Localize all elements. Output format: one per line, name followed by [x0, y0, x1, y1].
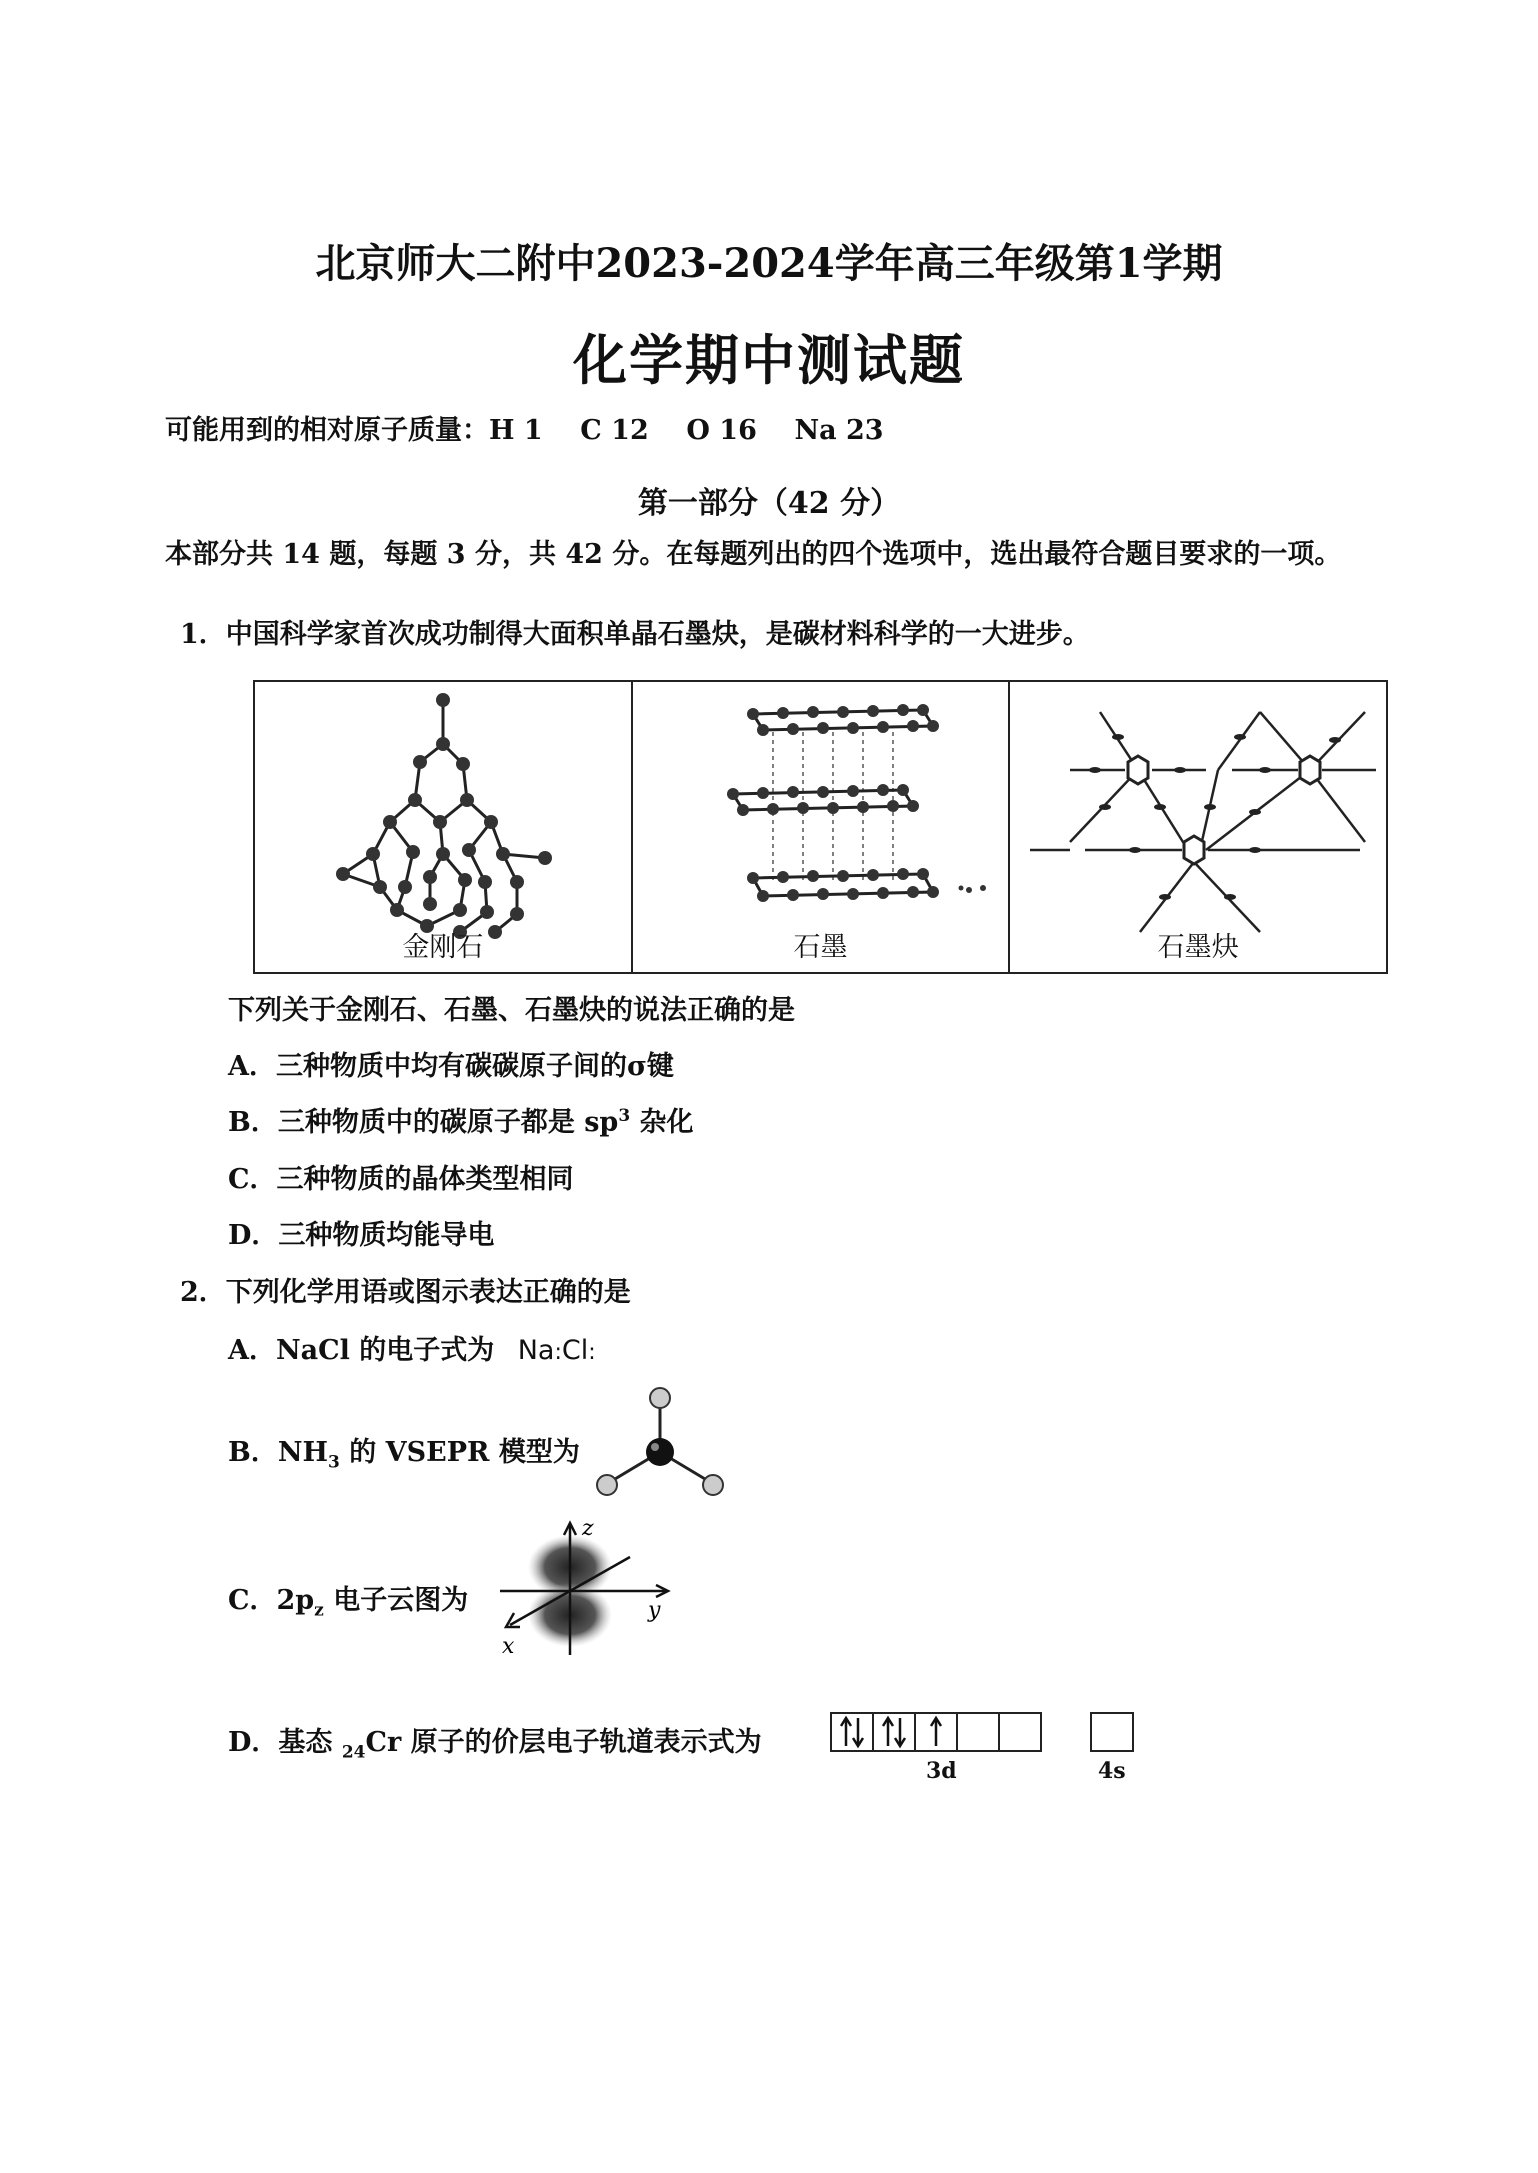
q2-option-c[interactable] — [228, 1578, 468, 1620]
option-text: 三种物质的晶体类型相同 — [276, 1164, 574, 1195]
formula-na: Na — [517, 1335, 555, 1366]
option-letter: C． — [228, 1585, 277, 1616]
question-stem: 下列化学用语或图示表达正确的是 — [225, 1277, 631, 1308]
question-1-prompt: 下列关于金刚石、石墨、石墨炔的说法正确的是 — [228, 995, 795, 1026]
option-letter: B． — [228, 1437, 278, 1468]
axis-label-x: x — [502, 1634, 515, 1659]
option-pre: NH — [277, 1437, 329, 1468]
option-text: 三种物质中的碳原子都是 sp — [277, 1107, 619, 1138]
axis-label-z: z — [582, 1516, 594, 1541]
option-subscript: z — [314, 1600, 324, 1621]
q1-option-a[interactable] — [228, 1044, 674, 1083]
orbital-box-3d-4 — [956, 1712, 1000, 1752]
electron-formula: Na:Cl: — [517, 1335, 596, 1366]
formula-cl: Cl — [561, 1335, 589, 1366]
caption-graphdiyne: 石墨炔 — [1157, 932, 1239, 963]
option-letter: C． — [228, 1164, 277, 1195]
q2-option-a[interactable] — [228, 1328, 596, 1367]
option-letter: D． — [228, 1220, 279, 1251]
part-heading: 第一部分（42 分） — [637, 486, 901, 521]
school-title: 北京师大二附中2023-2024学年高三年级第1学期 — [315, 240, 1223, 287]
atomic-masses: 可能用到的相对原子质量：H 1 C 12 O 16 Na 23 — [165, 415, 884, 446]
part-instructions: 本部分共 14 题，每题 3 分，共 42 分。在每题列出的四个选项中，选出最符合题目要求的一项。 — [165, 539, 1342, 570]
q1-option-d[interactable] — [228, 1213, 494, 1252]
label-4s: 4s — [1098, 1758, 1126, 1784]
orbital-box-3d-2 — [872, 1712, 916, 1752]
option-letter: D． — [228, 1727, 279, 1758]
caption-diamond: 金刚石 — [402, 932, 484, 963]
option-letter: B． — [228, 1107, 278, 1138]
electron-cloud-2pz-icon — [480, 1515, 680, 1665]
axis-label-y: y — [648, 1598, 661, 1623]
label-3d: 3d — [926, 1758, 957, 1784]
option-superscript: 3 — [618, 1106, 631, 1126]
question-1 — [180, 612, 1090, 651]
question-2 — [180, 1270, 631, 1309]
orbital-box-4s — [1090, 1712, 1134, 1752]
option-text: 三种物质均能导电 — [278, 1220, 495, 1251]
figure-diamond — [255, 682, 633, 972]
option-post: 的 VSEPR 模型为 — [339, 1437, 580, 1468]
option-subscript: 3 — [328, 1452, 340, 1473]
option-post: Cr 原子的价层电子轨道表示式为 — [365, 1727, 762, 1758]
option-text: NaCl 的电子式为 — [275, 1335, 495, 1366]
question-number: 1． — [180, 619, 226, 650]
option-post: 电子云图为 — [323, 1585, 469, 1616]
option-pre: 2p — [276, 1585, 315, 1616]
orbital-box-3d-3 — [914, 1712, 958, 1752]
figure-graphite — [633, 682, 1011, 972]
option-text-tail: 杂化 — [630, 1107, 694, 1138]
q2-option-b[interactable] — [228, 1430, 580, 1472]
option-letter: A． — [228, 1335, 276, 1366]
option-subscript: 24 — [341, 1742, 366, 1763]
vsepr-model-icon — [585, 1380, 735, 1510]
question-stem: 中国科学家首次成功制得大面积单晶石墨炔，是碳材料科学的一大进步。 — [225, 619, 1090, 650]
option-letter: A． — [228, 1051, 276, 1082]
exam-title: 化学期中测试题 — [573, 328, 965, 392]
question-number: 2． — [180, 1277, 226, 1308]
orbital-box-3d-5 — [998, 1712, 1042, 1752]
q1-option-c[interactable] — [228, 1157, 574, 1196]
orbital-box-3d-1 — [830, 1712, 874, 1752]
figure-graphdiyne — [1010, 682, 1386, 972]
caption-graphite: 石墨 — [793, 932, 848, 963]
option-text: 三种物质中均有碳碳原子间的σ键 — [275, 1051, 674, 1082]
option-pre: 基态 — [278, 1727, 342, 1758]
carbon-structures-figure — [253, 680, 1388, 974]
q2-option-d[interactable] — [228, 1720, 762, 1762]
q1-option-b[interactable] — [228, 1100, 694, 1139]
orbital-diagram — [830, 1708, 1150, 1788]
